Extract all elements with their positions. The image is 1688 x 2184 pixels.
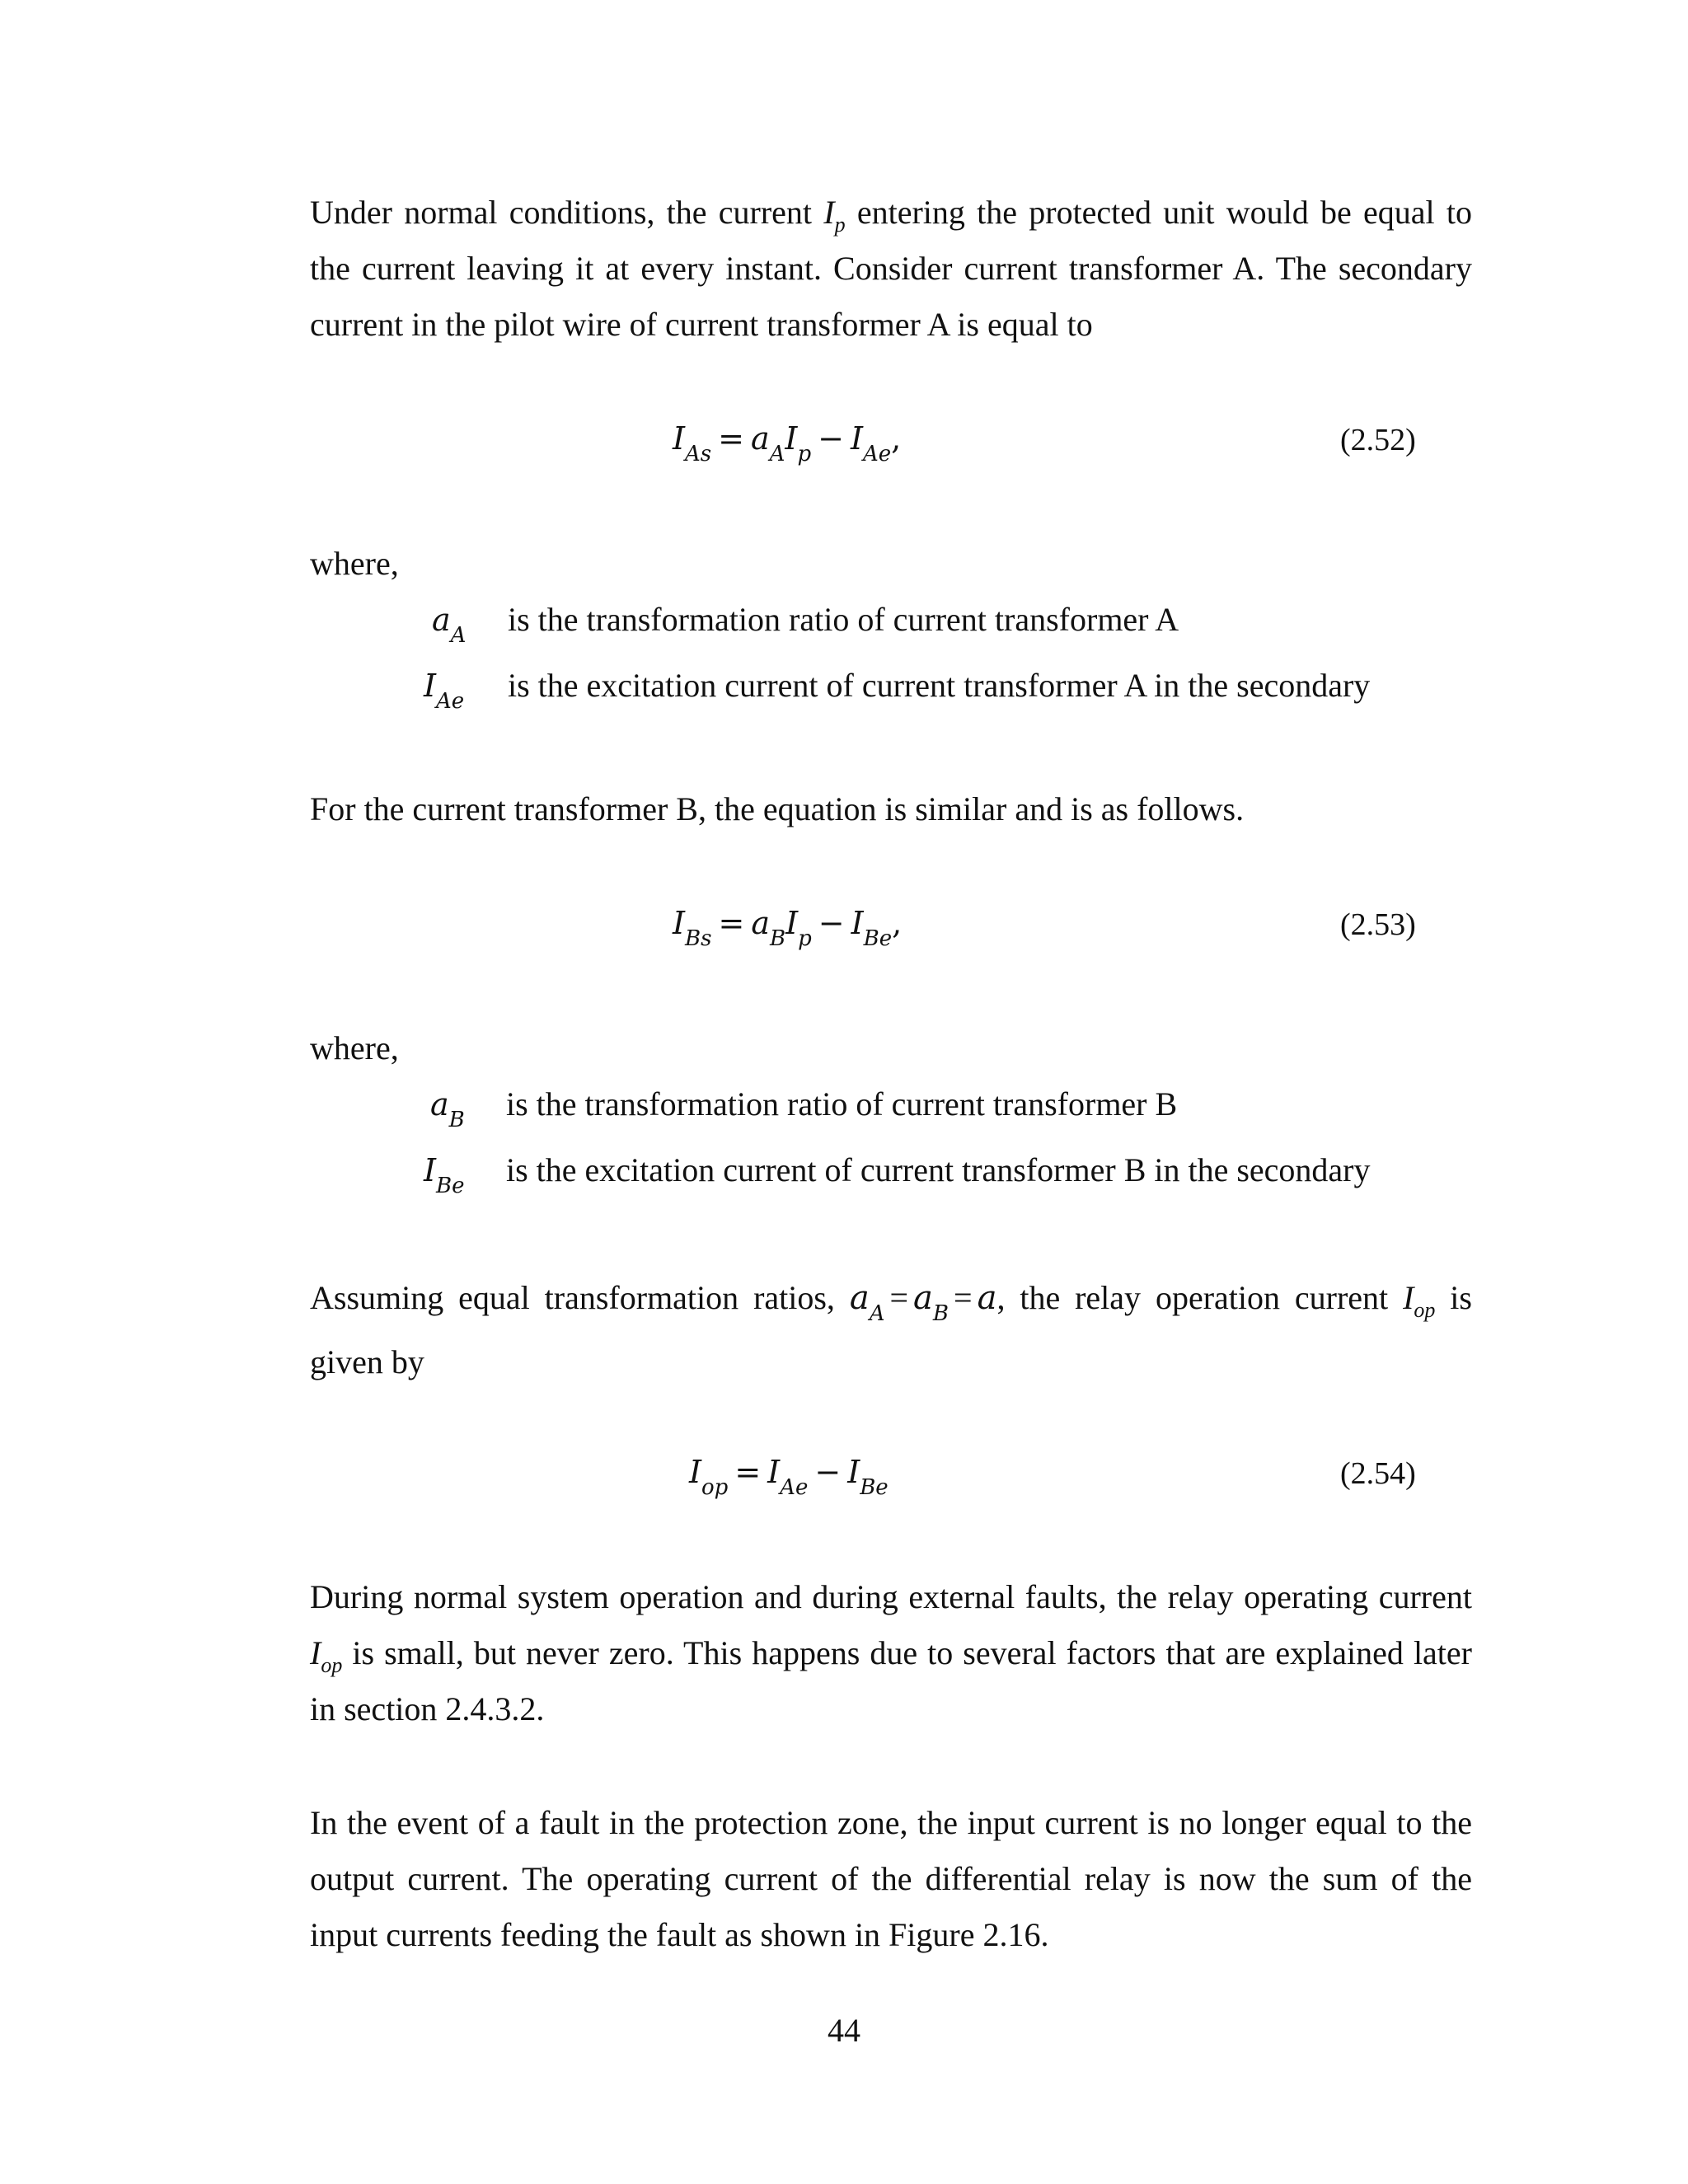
symbol-I-Be: $I_{Be}$ [424,1152,465,1198]
symbol-I-Ae: $I_{Ae}$ [424,668,465,714]
paragraph-transformer-b: For the current transformer B, the equation is similar and is as follows. [310,790,1245,827]
equation-number-2-53: (2.53) [1340,907,1416,942]
where-label-2: where, [310,1029,399,1066]
paragraph-assuming: Assuming equal transformation ratios, $a_A = a_B = a$, the relay operation current $I_{op}$ is given by [310,1279,1472,1380]
definition-text: is the transformation ratio of current transformer A [508,601,1179,638]
equation-number-2-54: (2.54) [1340,1456,1416,1491]
paragraph-intro: Under normal conditions, the current $I_p$ entering the protected unit would be equal to the current leaving it at every instant. Consider current transformer A. The secondary current in the pilot wire of current transformer A is equal to [310,194,1472,343]
paragraph-fault-event: In the event of a fault in the protection zone, the input current is no longer equal to the output current. The operating current of the differential relay is now the sum of the input currents feeding the fault as shown in Figure 2.16. [310,1804,1472,1953]
equation-2-54: $I_{op} = I_{Ae} - I_{Be}$ [689,1454,889,1500]
equation-number-2-52: (2.52) [1340,423,1416,457]
paragraph-normal-operation: During normal system operation and during external faults, the relay operating current $I_{op}$ is small, but never zero. This happens due to several factors that are explained later in section 2.4.3.2. [310,1578,1472,1727]
symbol-a-A: $a_A$ [432,602,467,648]
page-number: 44 [828,2012,860,2049]
equation-2-52: $I_{As} = a_AI_p - I_{Ae}$, [673,420,902,466]
equation-2-53: $I_{Bs} = a_BI_p - I_{Be}$, [673,905,903,951]
symbol-a-B: $a_B$ [430,1086,465,1132]
definition-text: is the transformation ratio of current transformer B [506,1085,1178,1122]
definition-text: is the excitation current of current transformer A in the secondary [508,667,1371,704]
where-label-1: where, [310,545,399,582]
definition-text: is the excitation current of current transformer B in the secondary [506,1151,1371,1188]
